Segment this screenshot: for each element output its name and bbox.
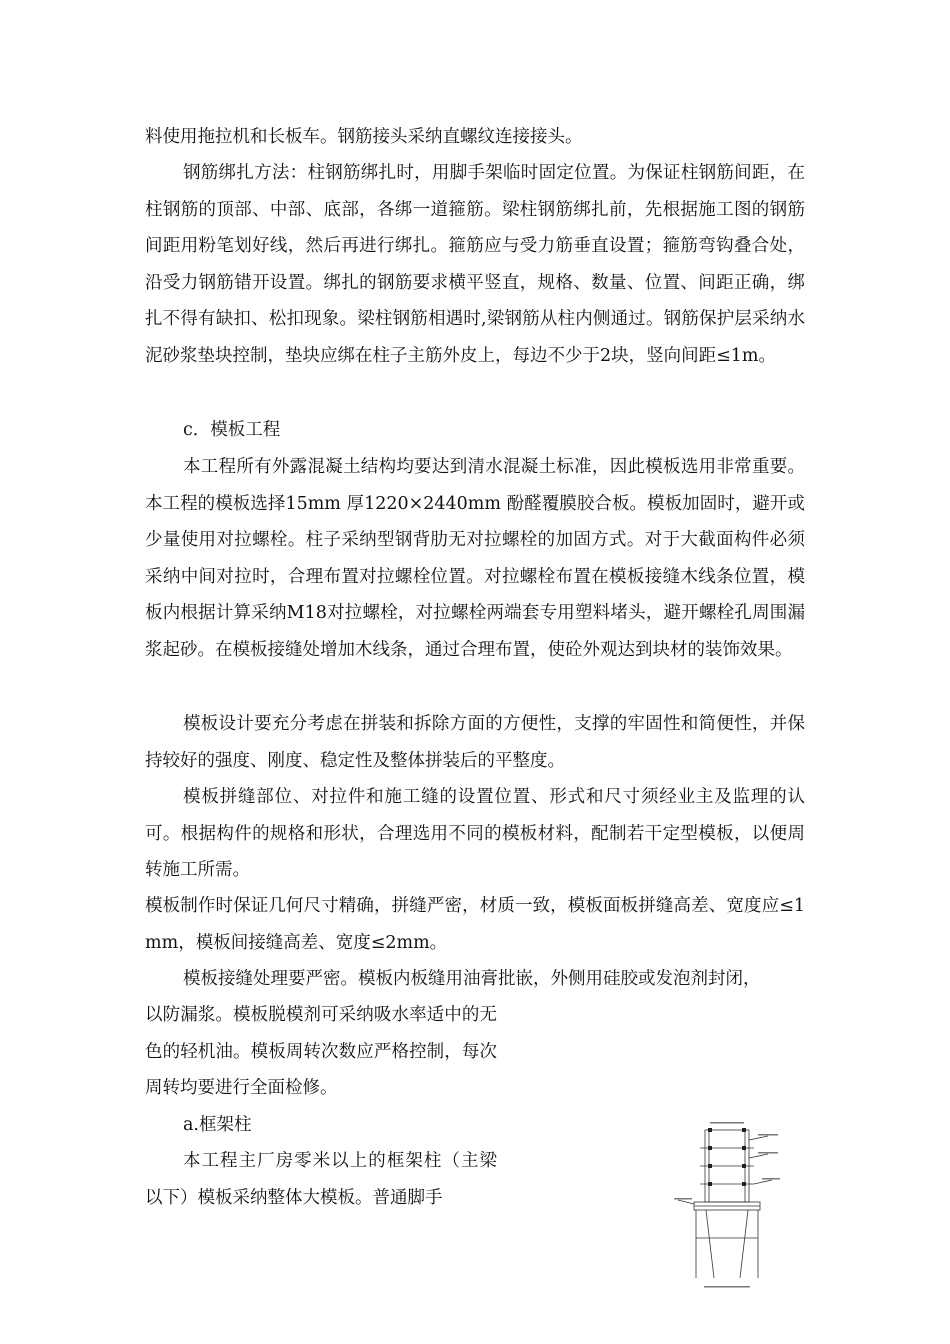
paragraph-rebar-binding: 钢筋绑扎方法：柱钢筋绑扎时，用脚手架临时固定位置。为保证柱钢筋间距，在柱钢筋的顶部、中部、底部，各绑一道箍筋。梁柱钢筋绑扎前，先根据施工图的钢筋间距用粉笔划好线，然后再进行绑扎。箍筋应与受力筋垂直设置；箍筋弯钩叠合处，沿受力钢筋错开设置。绑扎的钢筋要求横平竖直，规格、数量、位置、间距正确，绑扎不得有缺扣、松扣现象。梁柱钢筋相遇时,梁钢筋从柱内侧通过。钢筋保护层采纳水泥砂浆垫块控制，垫块应绑在柱子主筋外皮上，每边不少于2块，竖向间距≤1m。: [145, 163, 805, 366]
paragraph-formwork-approval: 模板拼缝部位、对拉件和施工缝的设置位置、形式和尺寸须经业主及监理的认可。根据构件的规格和形状，合理选用不同的模板材料，配制若干定型模板，以便周转施工所需。: [145, 787, 805, 881]
paragraph-formwork-intro: 本工程所有外露混凝土结构均要达到清水混凝土标准，因此模板选用非常重要。本工程的模板选择15mm 厚1220×2440mm 酚醛覆膜胶合板。模板加固时，避开或少量使用对拉螺栓。柱子采纳型钢背肋无对拉螺栓的加固方式。对于大截面构件必须采纳中间对拉时，合理布置对拉螺栓位置。对拉螺栓布置在模板接缝木线条位置，模板内根据计算采纳M18对拉螺栓，对拉螺栓两端套专用塑料堵头，避开螺栓孔周围漏浆起砂。在模板接缝处增加木线条，通过合理布置，使砼外观达到块材的装饰效果。: [145, 457, 805, 660]
paragraph-frame-column: 本工程主厂房零米以上的框架柱（主梁以下）模板采纳整体大模板。普通脚手: [145, 1151, 497, 1208]
column-formwork-drawing: [672, 1118, 784, 1290]
paragraph-rebar-transport: 料使用拖拉机和长板车。钢筋接头采纳直螺纹连接接头。: [145, 127, 583, 147]
section-heading-formwork: c．模板工程: [183, 420, 281, 440]
column-formwork-diagram: [672, 1118, 784, 1290]
paragraph-formwork-precision: 模板制作时保证几何尺寸精确，拼缝严密，材质一致，模板面板拼缝高差、宽度应≤1mm，模板间接缝高差、宽度≤2mm。: [145, 896, 805, 953]
section-heading-frame-column: a.框架柱: [183, 1115, 252, 1135]
paragraph-formwork-design: 模板设计要充分考虑在拼装和拆除方面的方便性，支撑的牢固性和简便性，并保持较好的强度、刚度、稳定性及整体拼装后的平整度。: [145, 714, 805, 771]
paragraph-joint-treatment: 模板接缝处理要严密。模板内板缝用油膏批嵌，外侧用硅胶或发泡剂封闭，: [183, 969, 761, 989]
paragraph-release-agent: 以防漏浆。模板脱模剂可采纳吸水率适中的无色的轻机油。模板周转次数应严格控制，每次周转均要进行全面检修。: [145, 1005, 497, 1099]
